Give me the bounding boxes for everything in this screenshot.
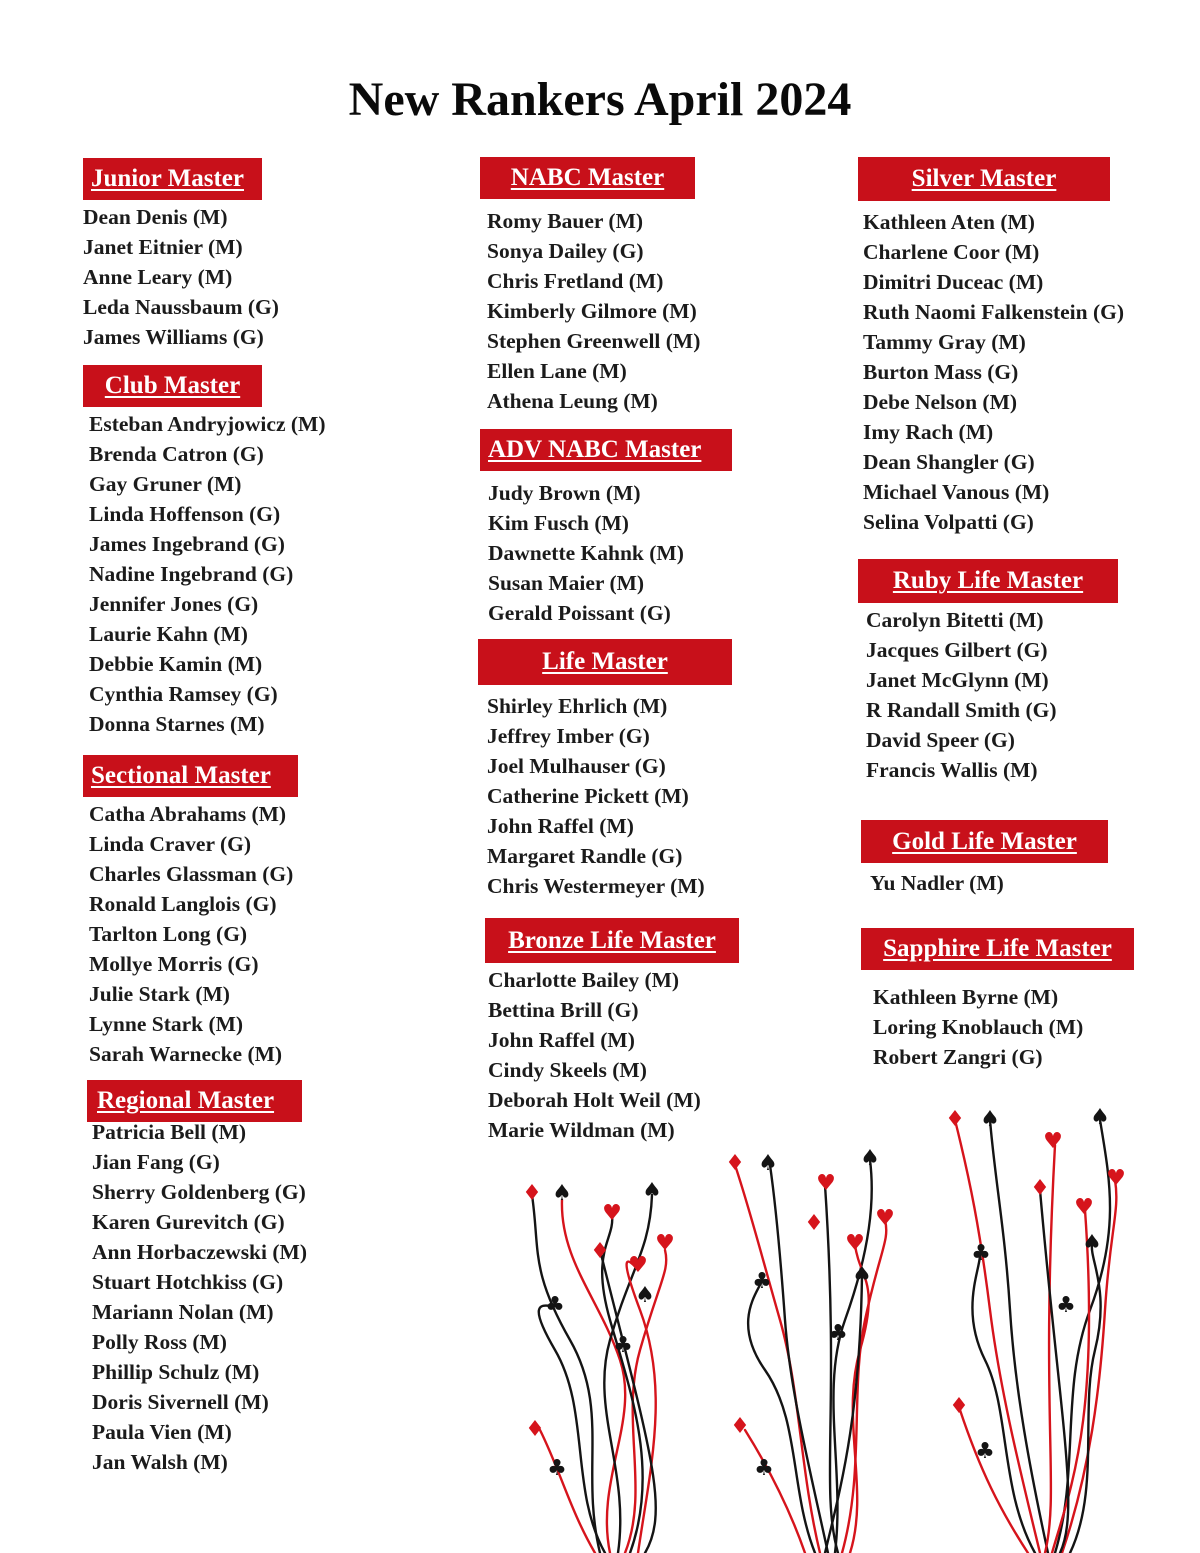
section-header: NABC Master [480, 157, 695, 199]
diamond-icon: ♦ [725, 1151, 745, 1176]
ranker-name: Paula Vien (M) [92, 1420, 232, 1444]
heart-icon: ♥ [628, 1253, 648, 1278]
ranker-name: Gay Gruner (M) [89, 472, 242, 496]
section-sapphire-life-master [861, 928, 1134, 1072]
ranker-name: Sonya Dailey (G) [487, 239, 644, 263]
ranker-name: Janet Eitnier (M) [83, 235, 243, 259]
club-icon: ♣ [613, 1333, 633, 1358]
ranker-name: Mollye Morris (G) [89, 952, 259, 976]
ranker-name: Charlotte Bailey (M) [488, 968, 680, 992]
section-header: ADV NABC Master [480, 429, 732, 471]
ranker-name: Polly Ross (M) [92, 1330, 227, 1354]
spade-icon: ♠ [1090, 1105, 1110, 1130]
ranker-name: Dean Shangler (G) [863, 450, 1035, 474]
ranker-name: Selina Volpatti (G) [863, 510, 1034, 534]
vine-stem [825, 1185, 838, 1553]
section-gold-life-master [861, 820, 1108, 898]
section-header: Ruby Life Master [858, 559, 1118, 603]
heart-icon: ♥ [1043, 1129, 1063, 1154]
vine-stem [748, 1280, 815, 1553]
ranker-name: Patricia Bell (M) [92, 1120, 247, 1144]
ranker-name: Joel Mulhauser (G) [487, 754, 666, 778]
ranker-name: David Speer (G) [866, 728, 1015, 752]
vine-stem [745, 1430, 805, 1553]
ranker-name: Catha Abrahams (M) [89, 802, 287, 826]
ranker-name: Bettina Brill (G) [488, 998, 639, 1022]
section-junior-master [83, 158, 279, 352]
section-header: Regional Master [87, 1080, 302, 1122]
diamond-icon: ♦ [590, 1239, 610, 1264]
name-list [83, 409, 325, 739]
vine-stem [1055, 1120, 1110, 1553]
ranker-name: Imy Rach (M) [863, 420, 994, 444]
name-list [83, 799, 298, 1069]
ranker-name: Doris Sivernell (M) [92, 1390, 269, 1414]
ranker-name: Kimberly Gilmore (M) [487, 299, 697, 323]
ranker-name: Janet McGlynn (M) [866, 668, 1049, 692]
section-header: Gold Life Master [861, 820, 1108, 863]
vine-stem [604, 1195, 652, 1553]
section-header: Club Master [83, 365, 262, 407]
ranker-name: Marie Wildman (M) [488, 1118, 675, 1142]
name-list [478, 691, 732, 901]
section-header: Junior Master [83, 158, 262, 200]
section-silver-master [858, 157, 1124, 537]
ranker-name: Romy Bauer (M) [487, 209, 644, 233]
ranker-name: Stuart Hotchkiss (G) [92, 1270, 284, 1294]
name-list [858, 605, 1118, 785]
ranker-name: Yu Nadler (M) [870, 871, 1004, 895]
ranker-name: Debe Nelson (M) [863, 390, 1018, 414]
spade-icon: ♠ [635, 1283, 655, 1308]
ranker-name: Anne Leary (M) [83, 265, 233, 289]
ranker-name: R Randall Smith (G) [866, 698, 1057, 722]
ranker-name: Cynthia Ramsey (G) [89, 682, 278, 706]
ranker-name: Jan Walsh (M) [92, 1450, 228, 1474]
ranker-name: Chris Westermeyer (M) [487, 874, 705, 898]
section-header: Silver Master [858, 157, 1110, 201]
section-header: Sectional Master [83, 755, 298, 797]
ranker-name: Margaret Randle (G) [487, 844, 683, 868]
ranker-name: Kathleen Byrne (M) [873, 985, 1059, 1009]
ranker-name: Ann Horbaczewski (M) [92, 1240, 307, 1264]
club-icon: ♣ [975, 1439, 995, 1464]
diamond-icon: ♦ [949, 1394, 969, 1419]
name-list [83, 202, 279, 352]
ranker-name: Sherry Goldenberg (G) [92, 1180, 306, 1204]
club-icon: ♣ [545, 1293, 565, 1318]
ranker-name: Cindy Skeels (M) [488, 1058, 647, 1082]
ranker-name: Brenda Catron (G) [89, 442, 264, 466]
spade-icon: ♠ [852, 1263, 872, 1288]
ranker-name: Jian Fang (G) [92, 1150, 220, 1174]
ranker-name: Deborah Holt Weil (M) [488, 1088, 701, 1112]
ranker-name: Mariann Nolan (M) [92, 1300, 274, 1324]
ranker-name: Leda Naussbaum (G) [83, 295, 279, 319]
ranker-name: Dawnette Kahnk (M) [488, 541, 684, 565]
ranker-name: Tarlton Long (G) [89, 922, 248, 946]
diamond-icon: ♦ [525, 1417, 545, 1442]
ranker-name: Karen Gurevitch (G) [92, 1210, 285, 1234]
ranker-name: Stephen Greenwell (M) [487, 329, 701, 353]
ranker-name: Debbie Kamin (M) [89, 652, 263, 676]
ranker-name: Dean Denis (M) [83, 205, 228, 229]
ranker-name: Nadine Ingebrand (G) [89, 562, 294, 586]
section-club-master [83, 365, 325, 739]
ranker-name: Judy Brown (M) [488, 481, 641, 505]
name-list [480, 206, 700, 416]
ranker-name: Linda Hoffenson (G) [89, 502, 281, 526]
vine-stem [960, 1410, 1028, 1553]
club-icon: ♣ [547, 1456, 567, 1481]
ranker-name: Dimitri Duceac (M) [863, 270, 1044, 294]
heart-icon: ♥ [1074, 1195, 1094, 1220]
ranker-name: Donna Starnes (M) [89, 712, 265, 736]
name-list [861, 982, 1134, 1072]
vine-stem [540, 1430, 595, 1553]
heart-icon: ♥ [602, 1201, 622, 1226]
club-icon: ♣ [1056, 1293, 1076, 1318]
diamond-icon: ♦ [522, 1181, 542, 1206]
ranker-name: Chris Fretland (M) [487, 269, 664, 293]
ranker-name: Charlene Coor (M) [863, 240, 1040, 264]
name-list [87, 1117, 307, 1477]
ranker-name: Ronald Langlois (G) [89, 892, 277, 916]
club-icon: ♣ [828, 1321, 848, 1346]
ranker-name: Burton Mass (G) [863, 360, 1019, 384]
ranker-name: Susan Maier (M) [488, 571, 645, 595]
ranker-name: John Raffel (M) [487, 814, 634, 838]
ranker-name: Jeffrey Imber (G) [487, 724, 650, 748]
heart-icon: ♥ [875, 1206, 895, 1231]
page-title: New Rankers April 2024 [348, 73, 852, 126]
section-regional-master [87, 1080, 307, 1477]
card-suit-flowers-illustration [500, 1090, 1160, 1553]
ranker-name: James Ingebrand (G) [89, 532, 285, 556]
ranker-name: Tammy Gray (M) [863, 330, 1026, 354]
ranker-name: Shirley Ehrlich (M) [487, 694, 668, 718]
spade-icon: ♠ [860, 1146, 880, 1171]
vine-stem [1040, 1190, 1068, 1553]
ranker-name: Loring Knoblauch (M) [873, 1015, 1084, 1039]
ranker-name: Jacques Gilbert (G) [866, 638, 1048, 662]
spade-icon: ♠ [552, 1181, 572, 1206]
club-icon: ♣ [752, 1269, 772, 1294]
heart-icon: ♥ [816, 1171, 836, 1196]
vine-stem [1045, 1145, 1055, 1553]
section-header: Sapphire Life Master [861, 928, 1134, 970]
section-header: Life Master [478, 639, 732, 685]
section-ruby-life-master [858, 559, 1118, 785]
spade-icon: ♠ [642, 1179, 662, 1204]
ranker-name: Lynne Stark (M) [89, 1012, 244, 1036]
ranker-name: Athena Leung (M) [487, 389, 658, 413]
ranker-name: Jennifer Jones (G) [89, 592, 259, 616]
name-list [480, 478, 732, 628]
section-nabc-master [480, 157, 700, 416]
ranker-name: Julie Stark (M) [89, 982, 230, 1006]
spade-icon: ♠ [1082, 1231, 1102, 1256]
heart-icon: ♥ [655, 1231, 675, 1256]
club-icon: ♣ [754, 1456, 774, 1481]
diamond-icon: ♦ [945, 1107, 965, 1132]
ranker-name: Gerald Poissant (G) [488, 601, 671, 625]
diamond-icon: ♦ [730, 1414, 750, 1439]
ranker-name: Sarah Warnecke (M) [89, 1042, 283, 1066]
ranker-name: Esteban Andryjowicz (M) [89, 412, 326, 436]
ranker-name: Michael Vanous (M) [863, 480, 1050, 504]
vine-stem [850, 1245, 869, 1553]
section-adv-nabc-master [480, 429, 732, 628]
section-sectional-master [83, 755, 298, 1069]
heart-icon: ♥ [1106, 1166, 1126, 1191]
ranker-name: Charles Glassman (G) [89, 862, 294, 886]
spade-icon: ♠ [980, 1107, 1000, 1132]
ranker-name: Laurie Kahn (M) [89, 622, 248, 646]
ranker-name: Kim Fusch (M) [488, 511, 629, 535]
section-header: Bronze Life Master [485, 918, 739, 963]
spade-icon: ♠ [758, 1151, 778, 1176]
diamond-icon: ♦ [1030, 1176, 1050, 1201]
ranker-name: James Williams (G) [83, 325, 264, 349]
ranker-name: John Raffel (M) [488, 1028, 635, 1052]
ranker-name: Linda Craver (G) [89, 832, 252, 856]
ranker-name: Carolyn Bitetti (M) [866, 608, 1044, 632]
club-icon: ♣ [971, 1241, 991, 1266]
section-life-master [478, 639, 732, 901]
name-list [861, 868, 1108, 898]
name-list [858, 207, 1124, 537]
ranker-name: Catherine Pickett (M) [487, 784, 689, 808]
ranker-name: Ruth Naomi Falkenstein (G) [863, 300, 1124, 324]
diamond-icon: ♦ [804, 1211, 824, 1236]
ranker-name: Francis Wallis (M) [866, 758, 1038, 782]
ranker-name: Phillip Schulz (M) [92, 1360, 260, 1384]
heart-icon: ♥ [845, 1231, 865, 1256]
ranker-name: Robert Zangri (G) [873, 1045, 1043, 1069]
ranker-name: Kathleen Aten (M) [863, 210, 1035, 234]
ranker-name: Ellen Lane (M) [487, 359, 627, 383]
vine-stem [972, 1255, 1035, 1553]
